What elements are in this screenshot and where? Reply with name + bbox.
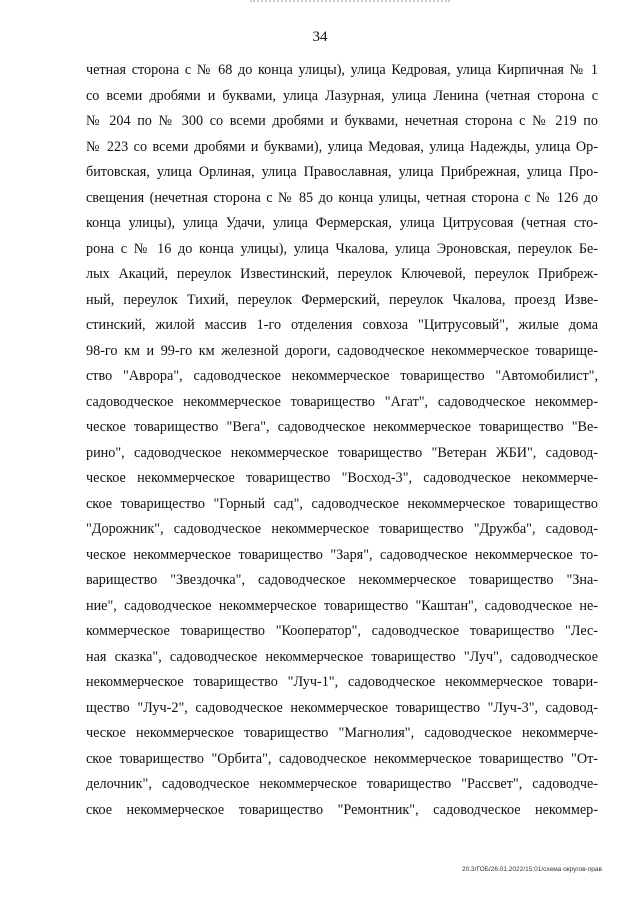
text-line: лых Акаций, переулок Известинский, переулок Ключевой, переулок Прибреж- xyxy=(86,266,598,282)
text-line: ческое некоммерческое товарищество "Восход-3", садоводческое некоммерче- xyxy=(86,470,598,486)
text-line: со всеми дробями и буквами, улица Лазурная, улица Ленина (четная сторона с xyxy=(86,87,598,104)
text-line: ние", садоводческое некоммерческое товарищество "Каштан", садоводческое не- xyxy=(86,597,598,614)
page-number: 34 xyxy=(312,29,328,45)
text-line: битовская, улица Орлиная, улица Православная, улица Прибрежная, улица Про- xyxy=(86,164,598,180)
text-line: ское некоммерческое товарищество "Ремонтник", садоводческое некоммер- xyxy=(86,801,598,818)
text-line: четная сторона с № 68 до конца улицы), улица Кедровая, улица Кирпичная № 1 xyxy=(86,62,598,78)
text-line: варищество "Звездочка", садоводческое некоммерческое товарищество "Зна- xyxy=(86,572,598,588)
text-line: рино", садоводческое некоммерческое товарищество "Ветеран ЖБИ", садовод- xyxy=(86,444,598,461)
text-line: № 204 по № 300 со всеми дробями и буквами, нечетная сторона с № 219 по xyxy=(86,113,598,129)
text-line: рона с № 16 до конца улицы), улица Чкалова, улица Эроновская, переулок Бе- xyxy=(86,240,598,257)
text-line: садоводческое некоммерческое товарищество "Агат", садоводческое некоммер- xyxy=(86,393,598,410)
text-line: ная сказка", садоводческое некоммерческое товарищество "Луч", садоводческое xyxy=(86,648,598,665)
document-body xyxy=(86,58,598,823)
text-line: делочник", садоводческое некоммерческое товарищество "Рассвет", садоводче- xyxy=(86,776,598,792)
text-line: "Дорожник", садоводческое некоммерческое товарищество "Дружба", садовод- xyxy=(86,521,598,537)
text-line: 98-го км и 99-го км железной дороги, садоводческое некоммерческое товарище- xyxy=(86,342,598,359)
text-line: ское товарищество "Горный сад", садоводческое некоммерческое товарищество xyxy=(86,495,598,512)
text-line: коммерческое товарищество "Кооператор", садоводческое товарищество "Лес- xyxy=(86,623,598,639)
text-line: ческое товарищество "Вега", садоводческое некоммерческое товарищество "Ве- xyxy=(86,419,598,435)
text-line: конца улицы), улица Удачи, улица Фермерская, улица Цитрусовая (четная сто- xyxy=(86,215,598,231)
text-line: ское товарищество "Орбита", садоводческое некоммерческое товарищество "От- xyxy=(86,750,598,767)
text-line: некоммерческое товарищество "Луч-1", садоводческое некоммерческое товари- xyxy=(86,674,598,690)
text-line: № 223 со всеми дробями и буквами), улица Медовая, улица Надежды, улица Ор- xyxy=(86,138,598,155)
text-line: ческое некоммерческое товарищество "Заря", садоводческое некоммерческое то- xyxy=(86,546,598,563)
text-line: ный, переулок Тихий, переулок Фермерский, переулок Чкалова, проезд Изве- xyxy=(86,291,598,308)
text-line: ство "Аврора", садоводческое некоммерческое товарищество "Автомобилист", xyxy=(86,368,598,384)
scan-artifact-top xyxy=(250,0,450,5)
text-line: свещения (нечетная сторона с № 85 до конца улицы, четная сторона с № 126 до xyxy=(86,189,598,206)
text-line: стинский, жилой массив 1-го отделения совхоза "Цитрусовый", жилые дома xyxy=(86,317,598,333)
text-line: щество "Луч-2", садоводческое некоммерческое товарищество "Луч-3", садовод- xyxy=(86,699,598,716)
text-line: ческое некоммерческое товарищество "Магнолия", садоводческое некоммерче- xyxy=(86,725,598,741)
footer-stamp: 20.3/ГОБ/26.01.2022/15:01/схема округов-прав xyxy=(462,866,602,873)
